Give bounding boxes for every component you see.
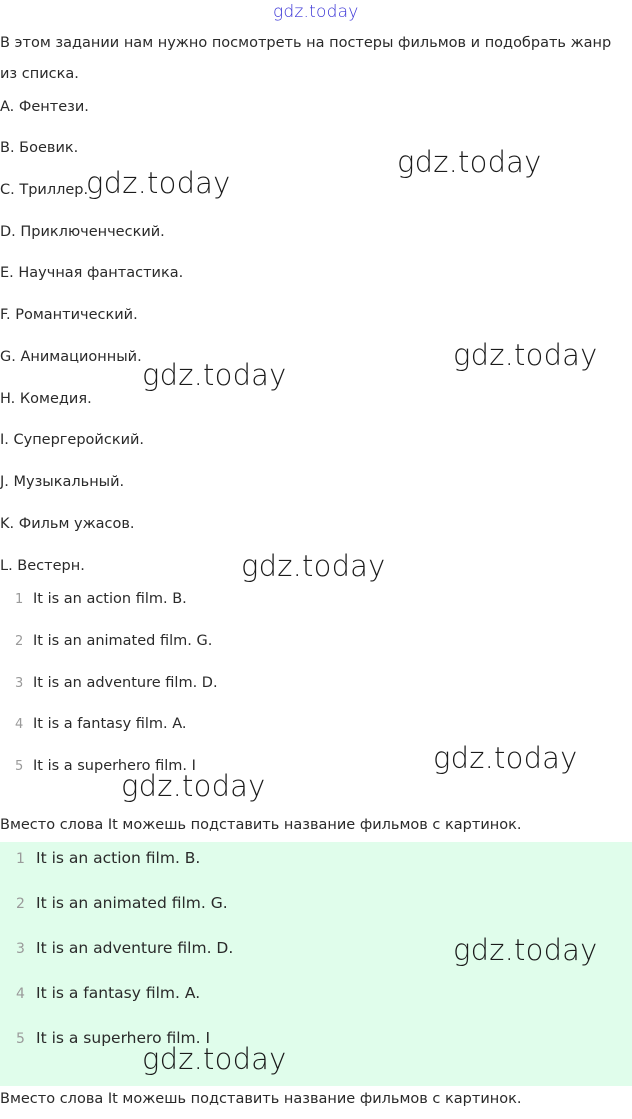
answer-text: It is an adventure film. D.: [33, 675, 218, 691]
answer-box-number: 1: [16, 851, 25, 867]
answer-box-text: It is a fantasy film. A.: [36, 984, 201, 1002]
answer-number: 2: [15, 634, 24, 649]
intro-line-1: В этом задании нам нужно посмотреть на постеры фильмов и подобрать жанр: [0, 35, 612, 51]
answer-text: It is a superhero film. I: [33, 758, 196, 774]
genre-item: B. Боевик.: [0, 140, 79, 156]
genre-item: C. Триллер.: [0, 182, 89, 198]
watermark: gdz.today: [142, 1042, 287, 1076]
genre-item: J. Музыкальный.: [0, 474, 125, 490]
intro-line-2: из списка.: [0, 66, 79, 82]
genre-item: E. Научная фантастика.: [0, 265, 184, 281]
note-bottom: Вместо слова It можешь подставить название фильмов с картинок.: [0, 1091, 522, 1107]
answer-box-number: 5: [16, 1031, 25, 1047]
watermark: gdz.today: [86, 166, 231, 200]
watermark: gdz.today: [453, 338, 598, 372]
genre-item: L. Вестерн.: [0, 558, 85, 574]
answer-number: 4: [15, 717, 24, 732]
answer-box-number: 3: [16, 941, 25, 957]
answer-text: It is an action film. B.: [33, 591, 187, 607]
answer-box-text: It is an action film. B.: [36, 849, 201, 867]
watermark: gdz.today: [397, 145, 542, 179]
answer-box-text: It is a superhero film. I: [36, 1029, 211, 1047]
watermark: gdz.today: [142, 358, 287, 392]
genre-item: I. Супергеройский.: [0, 432, 145, 448]
genre-item: H. Комедия.: [0, 391, 92, 407]
answer-number: 5: [15, 759, 24, 774]
answer-box-text: It is an adventure film. D.: [36, 939, 234, 957]
answer-box-text: It is an animated film. G.: [36, 894, 228, 912]
genre-item: K. Фильм ужасов.: [0, 516, 135, 532]
answer-box-number: 4: [16, 986, 25, 1002]
answer-number: 1: [15, 592, 24, 607]
genre-item: F. Романтический.: [0, 307, 138, 323]
watermark: gdz.today: [241, 549, 386, 583]
genre-item: A. Фентези.: [0, 99, 89, 115]
watermark: gdz.today: [121, 769, 266, 803]
watermark-top: gdz.today: [273, 2, 359, 22]
answer-number: 3: [15, 676, 24, 691]
answer-box-number: 2: [16, 896, 25, 912]
answer-text: It is a fantasy film. A.: [33, 716, 187, 732]
note: Вместо слова It можешь подставить название фильмов с картинок.: [0, 817, 522, 833]
genre-item: D. Приключенческий.: [0, 224, 165, 240]
watermark: gdz.today: [453, 933, 598, 967]
answer-text: It is an animated film. G.: [33, 633, 213, 649]
genre-item: G. Анимационный.: [0, 349, 142, 365]
watermark: gdz.today: [433, 741, 578, 775]
